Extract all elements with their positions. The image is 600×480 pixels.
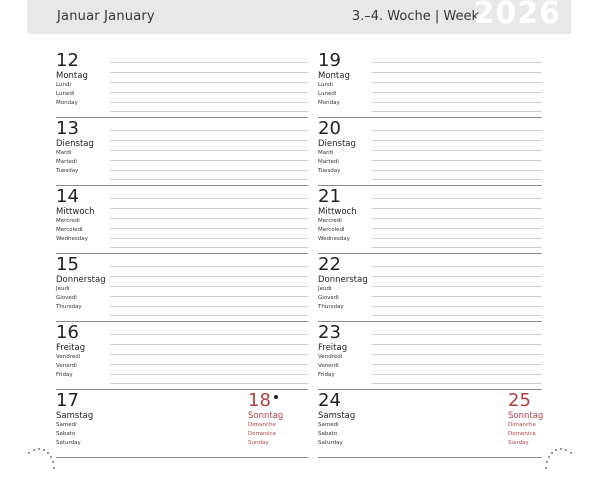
weekday-en: Thursday — [56, 304, 82, 310]
day-block[interactable] — [56, 118, 308, 186]
writing-line — [372, 82, 542, 83]
writing-line — [372, 354, 542, 355]
weekday-en: Sunday — [248, 440, 269, 446]
writing-line — [110, 102, 308, 103]
weekday-fr: Lundi — [56, 82, 71, 88]
writing-line — [110, 62, 308, 63]
weekday-de: Samstag — [56, 411, 94, 421]
weekday-it: Venerdì — [318, 363, 339, 369]
weekday-it: Domenica — [248, 431, 276, 437]
writing-line — [372, 334, 542, 335]
weekday-fr: Samedi — [318, 422, 339, 428]
weekday-en: Saturday — [56, 440, 81, 446]
weekday-it: Lunedì — [56, 91, 75, 97]
day-number: 13 — [56, 118, 79, 139]
weekday-fr: Lundi — [318, 82, 333, 88]
writing-line — [110, 160, 308, 161]
weekday-it: Sabato — [318, 431, 338, 437]
weekday-en: Tuesday — [318, 168, 341, 174]
weekday-en: Monday — [56, 100, 78, 106]
weekday-de: Sonntag — [508, 411, 544, 421]
writing-line — [110, 198, 308, 199]
week-label: 3.–4. Woche | Week — [351, 9, 479, 24]
writing-line — [372, 150, 542, 151]
day-number: 24 — [318, 390, 341, 411]
weekday-en: Wednesday — [56, 236, 88, 242]
weekday-it: Mercoledì — [318, 227, 345, 233]
weekday-en: Tuesday — [56, 168, 79, 174]
weekday-it: Giovedì — [56, 295, 77, 301]
day-separator — [56, 457, 308, 458]
writing-line — [110, 111, 308, 112]
writing-line — [372, 306, 542, 307]
weekday-de: Donnerstag — [318, 275, 368, 285]
weekday-de: Montag — [56, 71, 88, 81]
day-block[interactable] — [318, 390, 542, 458]
weekday-fr: Dimanche — [508, 422, 536, 428]
weekday-fr: Mercredi — [56, 218, 80, 224]
writing-line — [110, 92, 308, 93]
writing-line — [372, 102, 542, 103]
day-block[interactable] — [56, 390, 308, 458]
writing-line — [110, 218, 308, 219]
writing-line — [110, 208, 308, 209]
left-week-column — [56, 50, 308, 458]
weekday-fr: Jeudi — [318, 286, 332, 292]
weekday-fr: Jeudi — [56, 286, 70, 292]
day-block[interactable] — [56, 186, 308, 254]
weekday-de: Dienstag — [56, 139, 94, 149]
weekday-de: Donnerstag — [56, 275, 106, 285]
writing-line — [110, 364, 308, 365]
writing-line — [372, 72, 542, 73]
writing-line — [110, 140, 308, 141]
day-number: 12 — [56, 50, 79, 71]
writing-line — [110, 383, 308, 384]
writing-line — [110, 238, 308, 239]
day-block[interactable] — [56, 50, 308, 118]
day-block[interactable] — [318, 254, 542, 322]
weekday-de: Samstag — [318, 411, 356, 421]
weekday-fr: Mardi — [56, 150, 72, 156]
day-block[interactable] — [56, 322, 308, 390]
writing-line — [372, 374, 542, 375]
writing-line — [110, 247, 308, 248]
weekday-de: Mittwoch — [318, 207, 357, 217]
page-header — [27, 0, 571, 34]
weekday-de: Montag — [318, 71, 350, 81]
day-number: 15 — [56, 254, 79, 275]
weekday-it: Sabato — [56, 431, 76, 437]
writing-line — [110, 276, 308, 277]
weekday-fr: Dimanche — [248, 422, 276, 428]
writing-line — [110, 228, 308, 229]
writing-line — [372, 140, 542, 141]
weekday-de: Freitag — [318, 343, 348, 353]
weekday-en: Sunday — [508, 440, 529, 446]
writing-line — [110, 266, 308, 267]
weekday-en: Friday — [56, 372, 73, 378]
writing-line — [372, 286, 542, 287]
writing-line — [372, 160, 542, 161]
writing-line — [372, 266, 542, 267]
weekday-fr: Mardi — [318, 150, 334, 156]
weekday-en: Thursday — [318, 304, 344, 310]
day-block[interactable] — [318, 118, 542, 186]
weekday-de: Sonntag — [248, 411, 284, 421]
writing-line — [110, 344, 308, 345]
weekday-fr: Vendredi — [56, 354, 81, 360]
weekday-en: Monday — [318, 100, 340, 106]
weekday-it: Martedì — [56, 159, 77, 165]
writing-line — [372, 208, 542, 209]
day-number: 23 — [318, 322, 341, 343]
writing-line — [372, 296, 542, 297]
writing-line — [110, 374, 308, 375]
weekday-de: Dienstag — [318, 139, 356, 149]
writing-line — [110, 286, 308, 287]
day-number: 14 — [56, 186, 79, 207]
day-block[interactable] — [318, 322, 542, 390]
day-number: 17 — [56, 390, 79, 411]
weekday-en: Saturday — [318, 440, 343, 446]
writing-line — [372, 62, 542, 63]
weekday-fr: Mercredi — [318, 218, 342, 224]
weekday-it: Lunedì — [318, 91, 337, 97]
writing-line — [372, 344, 542, 345]
writing-line — [110, 315, 308, 316]
day-block[interactable] — [318, 186, 542, 254]
writing-line — [372, 92, 542, 93]
day-block[interactable] — [318, 50, 542, 118]
writing-line — [110, 72, 308, 73]
day-number: 21 — [318, 186, 341, 207]
writing-line — [372, 315, 542, 316]
writing-line — [372, 218, 542, 219]
writing-line — [372, 247, 542, 248]
writing-line — [110, 170, 308, 171]
weekday-it: Mercoledì — [56, 227, 83, 233]
day-separator — [318, 457, 542, 458]
writing-line — [110, 82, 308, 83]
writing-line — [110, 130, 308, 131]
writing-line — [372, 364, 542, 365]
day-number: 18 — [248, 390, 271, 411]
writing-line — [110, 354, 308, 355]
weekday-it: Martedì — [318, 159, 339, 165]
writing-line — [372, 111, 542, 112]
weekday-de: Mittwoch — [56, 207, 95, 217]
writing-line — [110, 334, 308, 335]
writing-line — [110, 150, 308, 151]
right-week-column — [318, 50, 542, 458]
weekday-fr: Samedi — [56, 422, 77, 428]
writing-line — [372, 276, 542, 277]
writing-line — [110, 296, 308, 297]
day-number: 19 — [318, 50, 341, 71]
month-title: Januar January — [57, 9, 155, 24]
day-number: 16 — [56, 322, 79, 343]
writing-line — [110, 306, 308, 307]
weekday-it: Giovedì — [318, 295, 339, 301]
weekday-en: Wednesday — [318, 236, 350, 242]
writing-line — [372, 170, 542, 171]
writing-line — [372, 383, 542, 384]
day-block[interactable] — [56, 254, 308, 322]
writing-line — [372, 228, 542, 229]
weekday-it: Domenica — [508, 431, 536, 437]
day-number: 25 — [508, 390, 531, 411]
writing-line — [110, 179, 308, 180]
weekday-fr: Vendredi — [318, 354, 343, 360]
weekday-de: Freitag — [56, 343, 86, 353]
day-number: 20 — [318, 118, 341, 139]
year-label: 2026 — [473, 0, 561, 31]
weekday-it: Venerdì — [56, 363, 77, 369]
writing-line — [372, 179, 542, 180]
writing-line — [372, 238, 542, 239]
full-moon-icon — [274, 395, 278, 399]
day-number: 22 — [318, 254, 341, 275]
weekday-en: Friday — [318, 372, 335, 378]
writing-line — [372, 130, 542, 131]
writing-line — [372, 198, 542, 199]
